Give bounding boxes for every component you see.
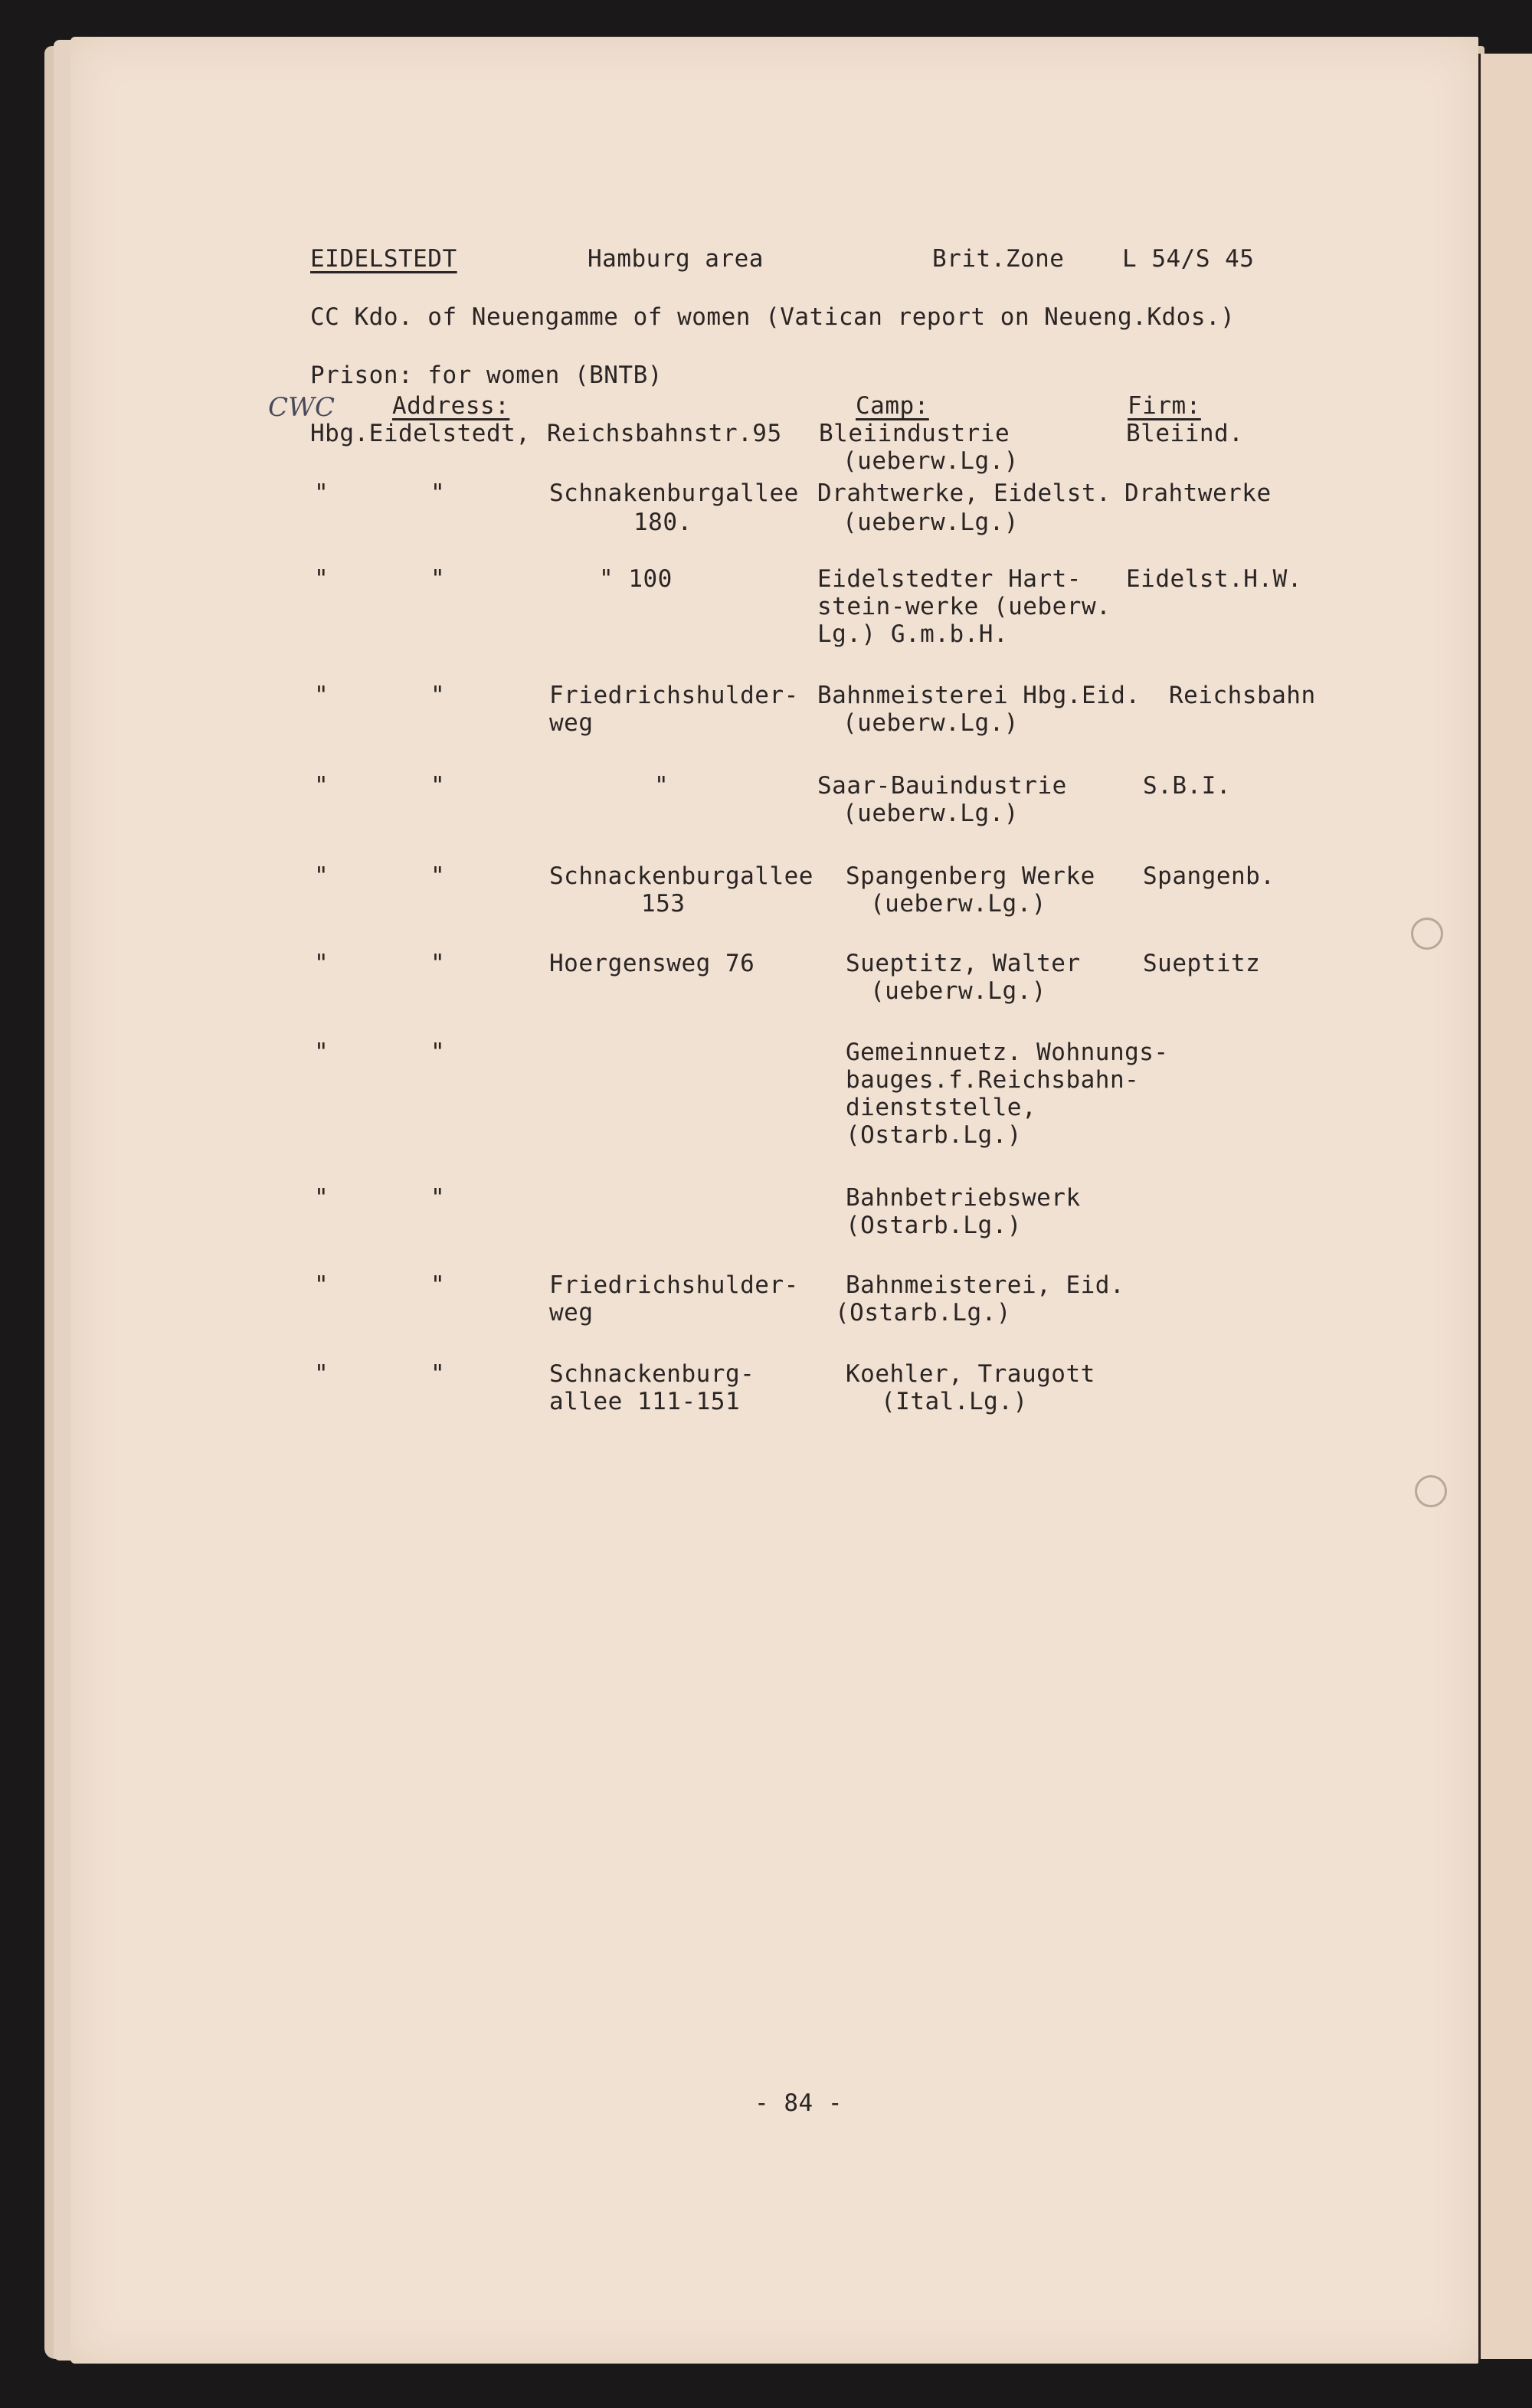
- entry-ditto: ": [430, 862, 446, 890]
- entry-address-line: weg: [549, 709, 594, 737]
- entry-camp-line: stein-werke (ueberw.: [817, 593, 1111, 620]
- column-header-address: Address:: [392, 392, 510, 420]
- entry-camp-line: (ueberw.Lg.): [843, 447, 1019, 475]
- entry-address-line: " 100: [599, 565, 673, 593]
- entry-camp-line: Lg.) G.m.b.H.: [817, 620, 1009, 648]
- zone-label: Brit.Zone: [932, 245, 1065, 273]
- prison-line: Prison: for women (BNTB): [310, 362, 663, 389]
- entry-camp-line: (ueberw.Lg.): [843, 709, 1019, 737]
- entry-ditto: ": [314, 1039, 329, 1066]
- entry-camp-line: bauges.f.Reichsbahn-: [846, 1066, 1140, 1094]
- entry-camp-line: Sueptitz, Walter: [846, 950, 1081, 977]
- entry-ditto: ": [430, 565, 446, 593]
- entry-camp-line: Drahtwerke, Eidelst.: [817, 479, 1111, 507]
- entry-ditto: ": [314, 1184, 329, 1212]
- entry-ditto: ": [314, 1271, 329, 1299]
- entry-firm: Reichsbahn: [1169, 682, 1316, 709]
- entry-camp-line: Bahnmeisterei, Eid.: [846, 1271, 1125, 1299]
- entry-ditto: ": [430, 1360, 446, 1388]
- entry-camp-line: dienststelle,: [846, 1094, 1037, 1121]
- entry-ditto: ": [430, 950, 446, 977]
- entry-ditto: ": [314, 682, 329, 709]
- entry-firm: Sueptitz: [1143, 950, 1261, 977]
- entry-camp-line: (Ital.Lg.): [881, 1388, 1028, 1415]
- column-header-firm: Firm:: [1128, 392, 1201, 420]
- entry-address-line: Schnakenburgallee: [549, 479, 799, 507]
- entry-camp-line: Koehler, Traugott: [846, 1360, 1095, 1388]
- entry-camp-line: Bahnmeisterei Hbg.Eid.: [817, 682, 1141, 709]
- entry-firm: Eidelst.H.W.: [1126, 565, 1302, 593]
- entry-address-line: Friedrichshulder-: [549, 1271, 799, 1299]
- entry-ditto: ": [430, 1039, 446, 1066]
- entry-camp-line: (ueberw.Lg.): [870, 890, 1046, 918]
- entry-camp-line: Eidelstedter Hart-: [817, 565, 1082, 593]
- place-heading: EIDELSTEDT: [310, 245, 457, 273]
- handwritten-annotation: CWC: [268, 392, 335, 423]
- punch-hole-icon: [1411, 918, 1443, 950]
- page-number: - 84 -: [755, 2089, 843, 2117]
- reference-code: L 54/S 45: [1122, 245, 1255, 273]
- entry-address-line: 153: [641, 890, 686, 918]
- punch-hole-icon: [1415, 1475, 1447, 1507]
- entry-camp-line: (ueberw.Lg.): [843, 800, 1019, 827]
- entry-ditto: ": [314, 772, 329, 800]
- entry-ditto: ": [314, 479, 329, 507]
- document-page: [70, 37, 1478, 2364]
- entry-address-line: ": [654, 772, 669, 800]
- entry-camp-line: (Ostarb.Lg.): [846, 1121, 1022, 1149]
- entry-camp-line: Gemeinnuetz. Wohnungs-: [846, 1039, 1169, 1066]
- entry-ditto: ": [314, 950, 329, 977]
- entry-address-line: weg: [549, 1299, 594, 1327]
- entry-address-line: Schnackenburg-: [549, 1360, 755, 1388]
- entry-address-line: Friedrichshulder-: [549, 682, 799, 709]
- entry-ditto: ": [314, 862, 329, 890]
- subtitle: CC Kdo. of Neuengamme of women (Vatican report on Neueng.Kdos.): [310, 303, 1236, 331]
- entry-address-line: allee 111-151: [549, 1388, 741, 1415]
- entry-camp-line: (Ostarb.Lg.): [846, 1212, 1022, 1239]
- entry-ditto: ": [430, 479, 446, 507]
- area-label: Hamburg area: [588, 245, 764, 273]
- entry-camp-line: Bleiindustrie: [819, 420, 1010, 447]
- entry-address-line: Hoergensweg 76: [549, 950, 755, 977]
- entry-camp-line: (ueberw.Lg.): [870, 977, 1046, 1005]
- entry-camp-line: Saar-Bauindustrie: [817, 772, 1067, 800]
- entry-place: Hbg.Eidelstedt,: [310, 420, 531, 447]
- column-header-camp: Camp:: [856, 392, 929, 420]
- entry-address-line: 180.: [633, 509, 692, 536]
- entry-camp-line: (Ostarb.Lg.): [835, 1299, 1011, 1327]
- entry-firm: Spangenb.: [1143, 862, 1275, 890]
- entry-ditto: ": [430, 1271, 446, 1299]
- entry-camp-line: Spangenberg Werke: [846, 862, 1095, 890]
- entry-address-line: Schnackenburgallee: [549, 862, 813, 890]
- entry-ditto: ": [430, 1184, 446, 1212]
- entry-firm: Drahtwerke: [1124, 479, 1272, 507]
- facing-page-edge: [1478, 54, 1532, 2359]
- entry-firm: S.B.I.: [1143, 772, 1231, 800]
- entry-ditto: ": [314, 1360, 329, 1388]
- entry-ditto: ": [430, 772, 446, 800]
- entry-ditto: ": [430, 682, 446, 709]
- entry-address-line: Reichsbahnstr.95: [547, 420, 782, 447]
- entry-camp-line: (ueberw.Lg.): [843, 509, 1019, 536]
- entry-firm: Bleiind.: [1126, 420, 1244, 447]
- entry-camp-line: Bahnbetriebswerk: [846, 1184, 1081, 1212]
- entry-ditto: ": [314, 565, 329, 593]
